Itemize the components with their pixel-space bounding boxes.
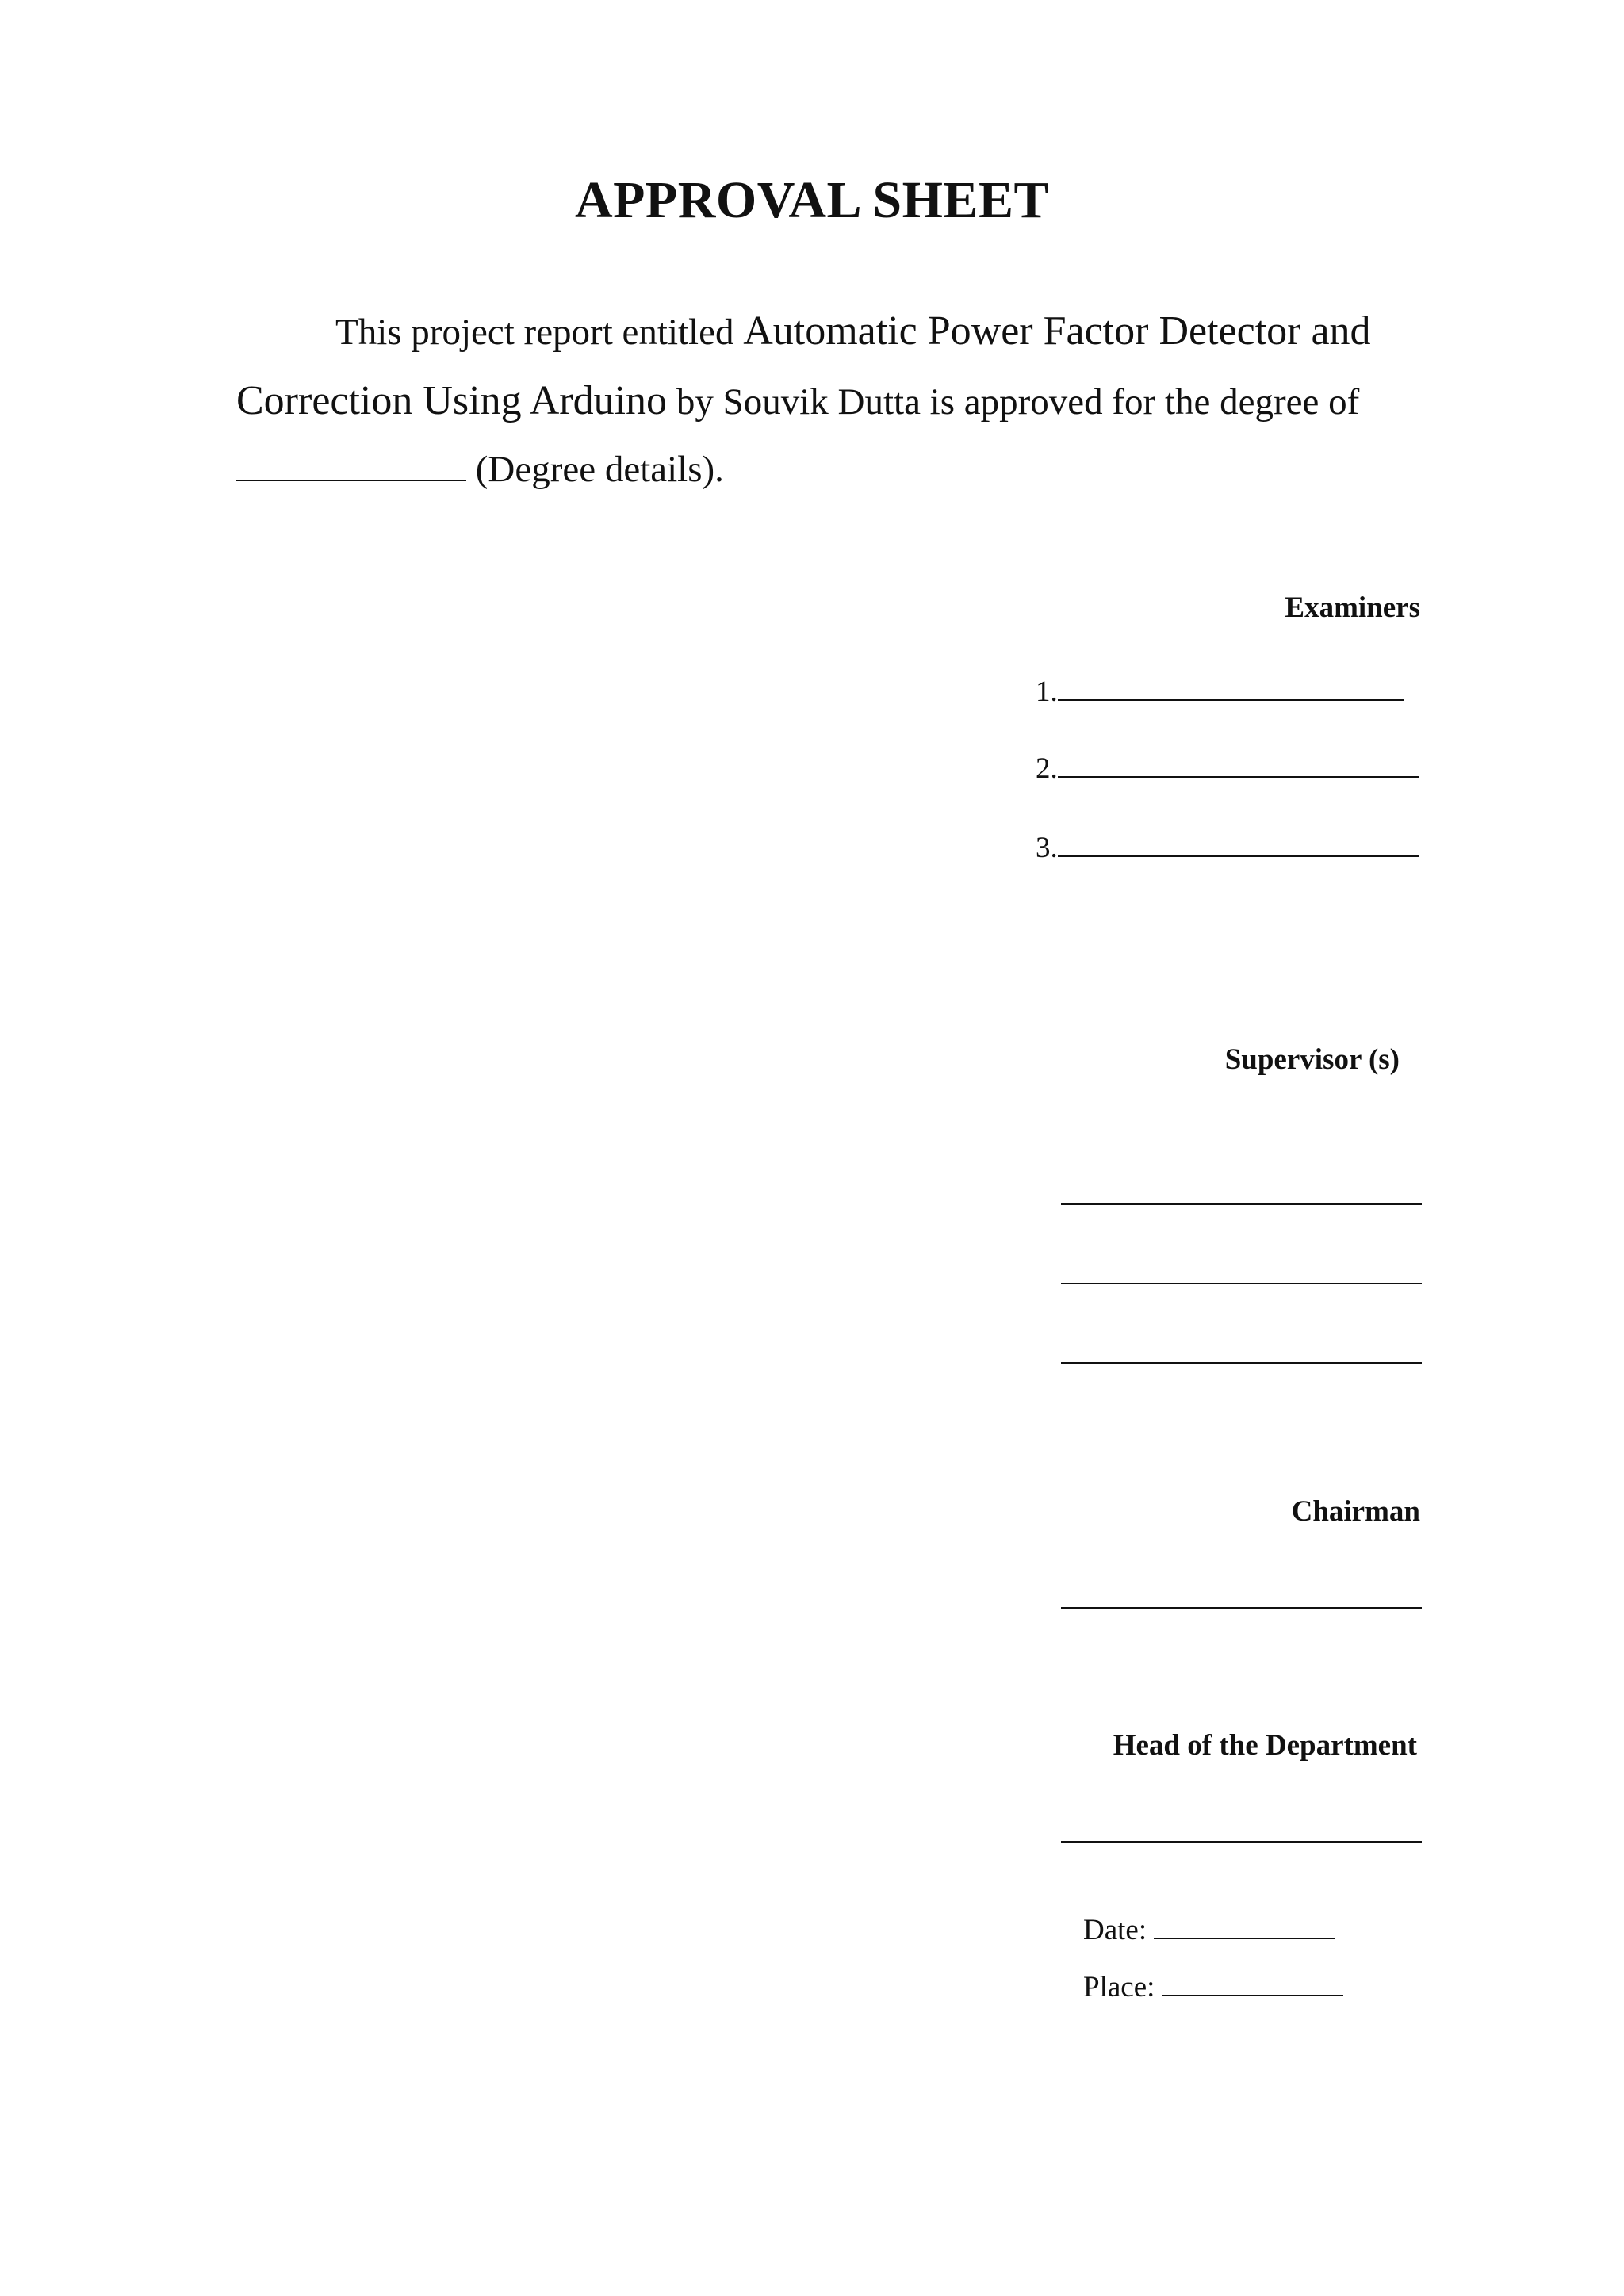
page-title: APPROVAL SHEET [574, 171, 1050, 229]
examiner-number: 3. [1036, 832, 1058, 864]
place-blank-line [1162, 1968, 1343, 1996]
date-field [1083, 1911, 1335, 1947]
examiners-heading: Examiners [1285, 591, 1420, 624]
paragraph-line-2 [236, 377, 1386, 424]
examiner-number: 1. [1036, 675, 1058, 708]
head-of-department-signature-line [1061, 1841, 1422, 1843]
head-of-department-heading: Head of the Department [1113, 1729, 1417, 1762]
date-label: Date: [1083, 1914, 1155, 1946]
degree-blank-line [236, 453, 466, 481]
paragraph-text: This project report entitled [335, 312, 744, 353]
place-field [1083, 1968, 1343, 2004]
paragraph-line-1 [335, 308, 1386, 354]
examiner-2-signature [1036, 749, 1419, 786]
examiner-1-signature [1036, 672, 1404, 709]
signature-line [1058, 749, 1419, 778]
place-label: Place: [1083, 1971, 1162, 2003]
examiner-number: 2. [1036, 752, 1058, 785]
signature-line [1058, 828, 1419, 857]
supervisor-signature-line-1 [1061, 1203, 1422, 1205]
paragraph-line-3 [236, 448, 1386, 491]
supervisor-signature-line-3 [1061, 1362, 1422, 1364]
project-title-part-1: Automatic Power Factor Detector and [743, 308, 1371, 354]
date-blank-line [1154, 1911, 1335, 1939]
signature-line [1058, 672, 1404, 701]
project-title-part-2: Correction Using Arduino [236, 378, 668, 423]
paragraph-text: by Souvik Dutta is approved for the degree of [667, 381, 1360, 423]
examiner-3-signature [1036, 828, 1419, 865]
degree-details-text: (Degree details). [466, 449, 724, 490]
supervisor-heading: Supervisor (s) [1224, 1043, 1400, 1076]
chairman-signature-line [1061, 1607, 1422, 1609]
chairman-heading: Chairman [1291, 1495, 1420, 1528]
supervisor-signature-line-2 [1061, 1283, 1422, 1284]
